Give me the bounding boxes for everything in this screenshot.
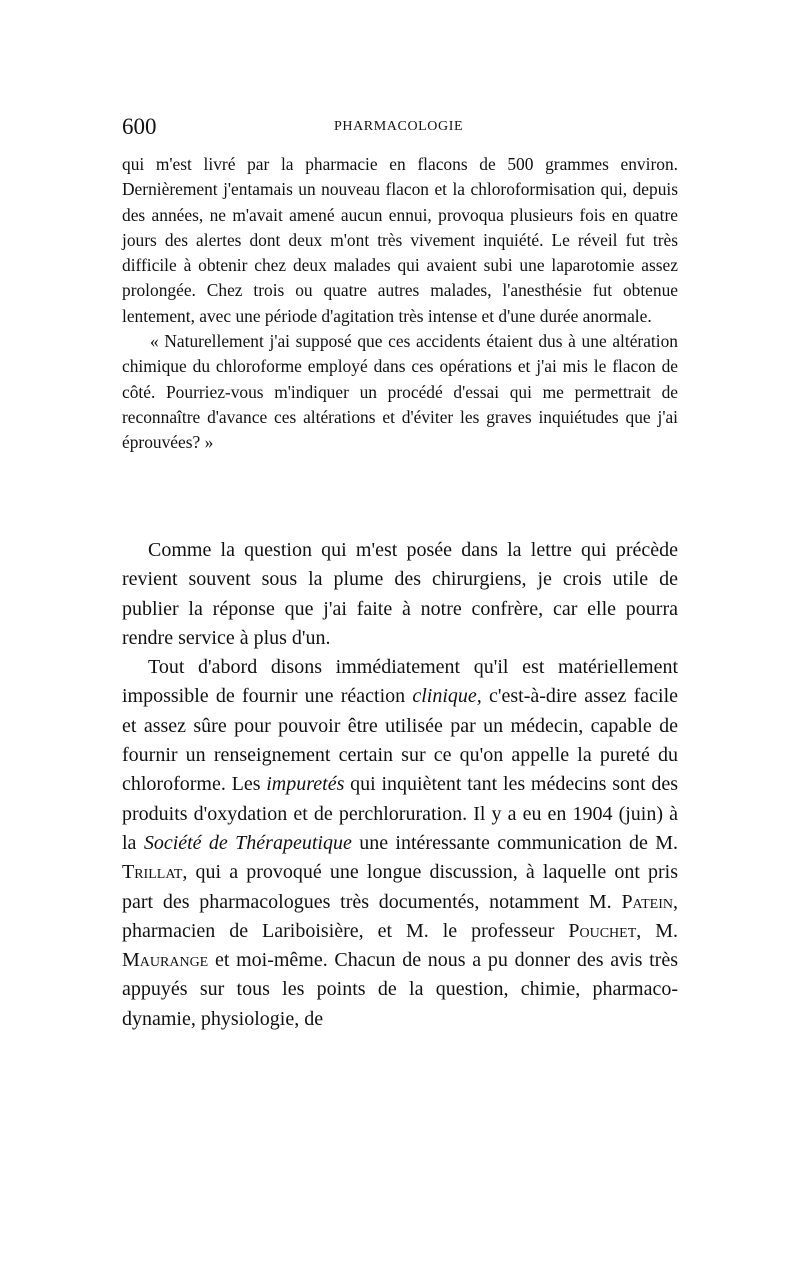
name-maurange: Maurange bbox=[122, 949, 209, 972]
text-segment: et moi-même. Chacun de nous a pu donner des avis très appuyés sur tous les points de la question, chimie, pharmaco-dynamie, physiologie, de bbox=[122, 949, 678, 1030]
text-segment: Tout d'abord disons immédiatement qu'il est matériellement impossible de fournir une réaction bbox=[122, 656, 678, 708]
letter-paragraph-2: « Naturellement j'ai supposé que ces accidents étaient dus à une altération chimique du chloroforme employé dans ces opérations et j'ai mis le flacon de côté. Pourriez-vous m'indiquer un procédé d'essai qui me permettrait de reconnaître d'avance ces altérations et d'éviter les graves inquiétudes que j'ai éprouvées? » bbox=[122, 331, 678, 453]
main-text bbox=[122, 536, 678, 1034]
name-trillat: Trillat, bbox=[122, 861, 188, 884]
text-segment: qui inquiètent tant les médecins sont des produits d'oxydation et de perchloruration. Il y a eu en 1904 (juin) à la bbox=[122, 773, 678, 854]
body-paragraph-1: Comme la question qui m'est posée dans la lettre qui précède revient souvent sous la plume des chirurgiens, je crois utile de publier la réponse que j'ai faite à notre confrère, car elle pourra rendre service à plus d'un. bbox=[122, 539, 678, 649]
page-number: 600 bbox=[122, 114, 157, 139]
running-title: PHARMACOLOGIE bbox=[334, 119, 464, 134]
italic-impuretes: impuretés bbox=[266, 773, 345, 796]
quoted-letter bbox=[122, 152, 678, 456]
text-segment: pharmacien de Lariboisière, et M. le professeur bbox=[122, 919, 569, 942]
text-segment: une intéressante communication de M. bbox=[351, 831, 679, 854]
text-segment: M. bbox=[641, 919, 678, 942]
italic-societe: Société de Thérapeutique bbox=[143, 831, 352, 854]
name-patein: Patein, bbox=[621, 890, 678, 913]
page-header bbox=[122, 114, 678, 138]
letter-paragraph-1: qui m'est livré par la pharmacie en flacons de 500 grammes environ. Dernièrement j'entamais un nouveau flacon et la chloroformisation qui, depuis des années, ne m'avait amené aucun ennui, provoqua plusieurs fois en quatre jours des alertes dont deux m'ont très vivement inquiété. Le réveil fut très difficile à obtenir chez deux malades qui avaient subi une laparotomie assez prolongée. Chez trois ou quatre autres malades, l'anesthésie fut obtenue lentement, avec une période d'agitation très intense et d'une durée anormale. bbox=[122, 154, 678, 326]
text-segment: qui a provoqué une longue discussion, à laquelle ont pris part des pharmacologues très documentés, notamment M. bbox=[122, 861, 678, 913]
text-segment: c'est-à-dire assez facile et assez sûre pour pouvoir être utilisée par un médecin, capable de fournir un renseignement certain sur ce qu'on appelle la pureté du chloroforme. Les bbox=[122, 685, 678, 796]
body-paragraph-2 bbox=[122, 653, 678, 1034]
italic-clinique: clinique, bbox=[412, 685, 482, 708]
name-pouchet: Pouchet, bbox=[568, 919, 642, 942]
